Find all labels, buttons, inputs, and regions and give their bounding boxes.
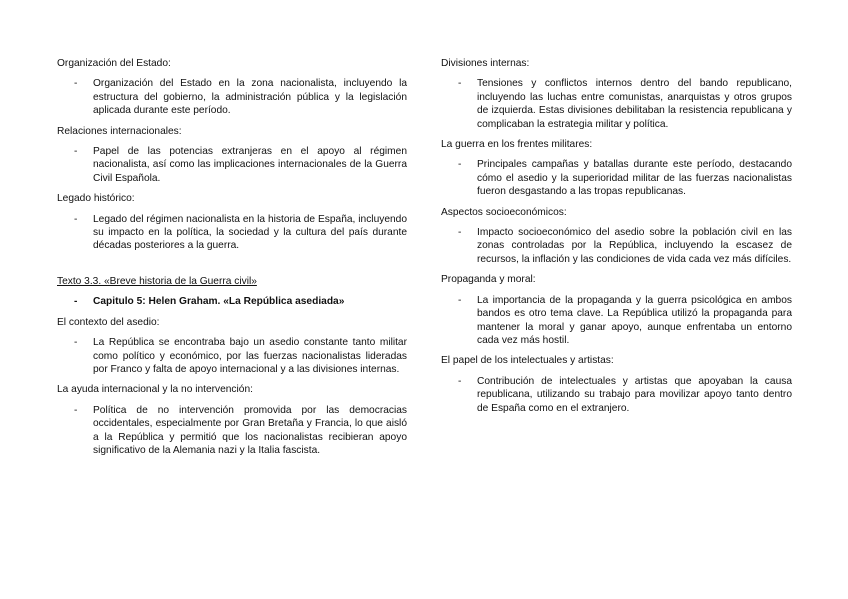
item-text: Tensiones y conflictos internos dentro del bando republicano, incluyendo las luchas entre comunistas, anarquistas y otros grupos de izquierda. Estas divisiones debilitaban la resistencia republicana y complicaban la estrategia militar y política. (477, 78, 792, 130)
section-heading: Propaganda y moral: (441, 274, 536, 286)
list-item (57, 336, 407, 376)
section-heading: La guerra en los frentes militares: (441, 139, 593, 151)
list-item (57, 213, 407, 253)
left-column (57, 57, 407, 464)
section-heading: Aspectos socioeconómicos: (441, 206, 567, 218)
section-heading: Organización del Estado: (57, 58, 171, 69)
text-title: Texto 3.3. «Breve historia de la Guerra civil» (57, 275, 257, 287)
section-heading: Divisiones internas: (441, 58, 530, 69)
item-text: Política de no intervención promovida por las democracias occidentales, especialmente por Gran Bretaña y Francia, lo que aisló a la República y permitió que los nacionalistas recibieran apoyo significativo de la Alemania nazi y la Italia fascista. (93, 404, 407, 456)
bullet-dash: - (458, 294, 462, 306)
section-heading: Relaciones internacionales: (57, 125, 182, 137)
section-heading: La ayuda internacional y la no intervención: (57, 384, 253, 396)
chapter-text: Capitulo 5: Helen Graham. «La República asediada» (93, 296, 345, 308)
bullet-dash: - (74, 296, 78, 308)
item-text: Legado del régimen nacionalista en la historia de España, incluyendo su impacto en la política, la sociedad y la cultura del país durante décadas posteriores a la guerra. (93, 213, 407, 252)
item-text: Organización del Estado en la zona nacionalista, incluyendo la estructura del gobierno, la administración pública y la legislación aplicada durante este período. (93, 78, 407, 117)
list-item (441, 158, 792, 198)
item-text: La importancia de la propaganda y la guerra psicológica en ambos bandos es otro tema clave. La República utilizó la propaganda para mantener la moral y ganar apoyo, aunque enfrentaba un entorno cada vez más hostil. (477, 294, 792, 346)
item-text: Papel de las potencias extranjeras en el apoyo al régimen nacionalista, así como las implicaciones internacionales de la Guerra Civil Española. (93, 146, 407, 184)
item-text: La República se encontraba bajo un asedio constante tanto militar como político y económico, por las fuerzas nacionalistas lideradas por Franco y falta de apoyo internacional y a las divisiones internas. (93, 337, 407, 375)
section-heading: El papel de los intelectuales y artistas: (441, 355, 614, 367)
item-text: Impacto socioeconómico del asedio sobre la población civil en las zonas controladas por la República, incluyendo la escasez de recursos, la inflación y las condiciones de vida cada vez más difíciles. (477, 227, 792, 265)
bullet-dash: - (74, 78, 78, 90)
item-text: Contribución de intelectuales y artistas que apoyaban la causa republicana, utilizando su trabajo para movilizar apoyo tanto dentro de España como en el extranjero. (477, 375, 792, 414)
list-item (441, 77, 792, 131)
bullet-dash: - (458, 78, 462, 90)
bullet-dash: - (458, 227, 462, 239)
list-item (441, 226, 792, 266)
bullet-dash: - (74, 404, 78, 416)
section-heading: El contexto del asedio: (57, 316, 160, 328)
bullet-dash: - (74, 213, 78, 225)
bullet-dash: - (74, 146, 78, 158)
list-item (57, 145, 407, 185)
section-heading: Legado histórico: (57, 193, 135, 205)
list-item (57, 404, 407, 458)
chapter-title (57, 295, 407, 308)
right-column (441, 57, 792, 422)
bullet-dash: - (458, 159, 462, 171)
bullet-dash: - (458, 375, 462, 387)
item-text: Principales campañas y batallas durante este período, destacando cómo el asedio y la superioridad militar de las fuerzas nacionalistas fueron desgastando a las tropas republicanas. (477, 159, 792, 198)
list-item (441, 294, 792, 348)
bullet-dash: - (74, 337, 78, 349)
list-item (441, 375, 792, 415)
list-item (57, 77, 407, 117)
spacer (57, 260, 407, 275)
